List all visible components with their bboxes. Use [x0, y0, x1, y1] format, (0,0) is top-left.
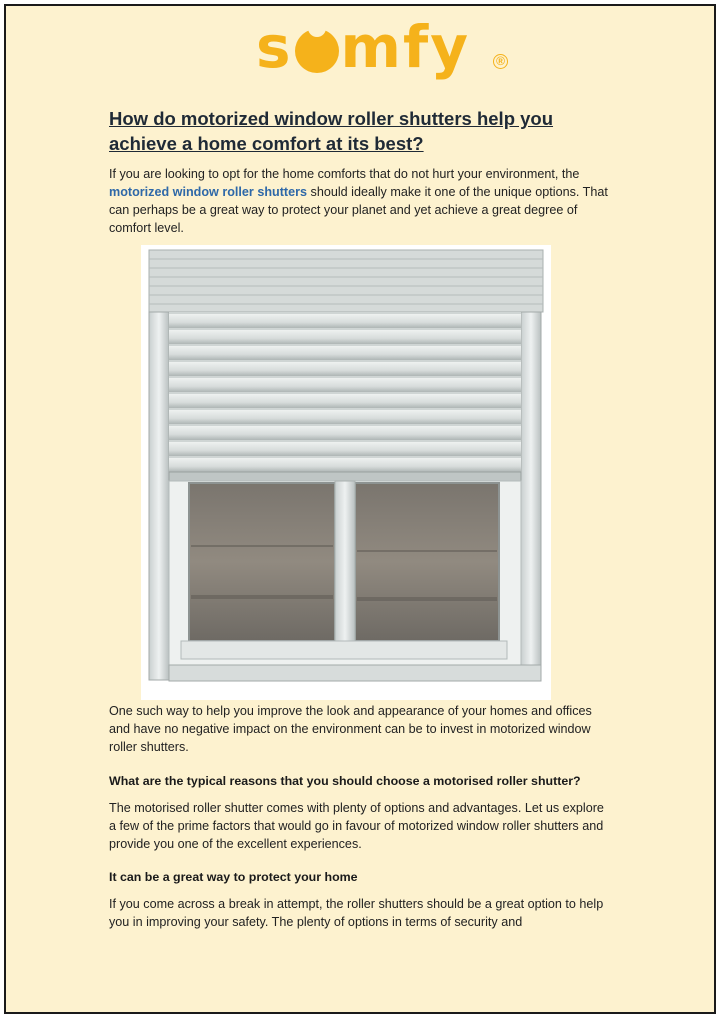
paragraph-3: The motorised roller shutter comes with plenty of options and advantages. Let us explore a few of the prime factors that would go in favour of motorized window roller shutters and provide you one of the excellent experiences. [109, 801, 604, 851]
logo-wordmark [256, 12, 506, 82]
shutter-slats [169, 312, 521, 481]
somfy-logo [256, 12, 506, 82]
paragraph-2: One such way to help you improve the look and appearance of your homes and offices and have no negative impact on the environment can be to invest in motorized window roller shutters. [109, 704, 592, 754]
registered-mark: ® [493, 54, 508, 69]
roller-shutter-window-photo [141, 245, 551, 700]
intro-text-start: If you are looking to opt for the home comforts that do not hurt your environment, the [109, 167, 580, 181]
article-title [109, 106, 614, 156]
article-body-continued [109, 702, 614, 931]
document-page [4, 4, 716, 1014]
article-body [109, 106, 614, 237]
section-heading-protect-home: It can be a great way to protect your home [109, 870, 358, 884]
logo-letters-end: mfy [340, 13, 471, 81]
intro-text-end: should ideally make it one of the unique options. That can perhaps be a great way to protect your planet and yet achieve a great degree of comfort level. [109, 185, 608, 235]
section-heading-reasons: What are the typical reasons that you should choose a motorised roller shutter? [109, 774, 581, 788]
intro-paragraph [109, 165, 614, 237]
logo-o-mark [295, 29, 339, 73]
paragraph-4: If you come across a break in attempt, the roller shutters should be a great option to help you in improving your safety. The plenty of options in terms of security and [109, 897, 604, 929]
title-line-1: How do motorized window roller shutters help you [109, 108, 554, 129]
logo-letters-start: s [256, 13, 293, 81]
motorized-shutters-link[interactable]: motorized window roller shutters [109, 185, 308, 199]
title-line-2: achieve a home comfort at its best? [109, 133, 424, 154]
